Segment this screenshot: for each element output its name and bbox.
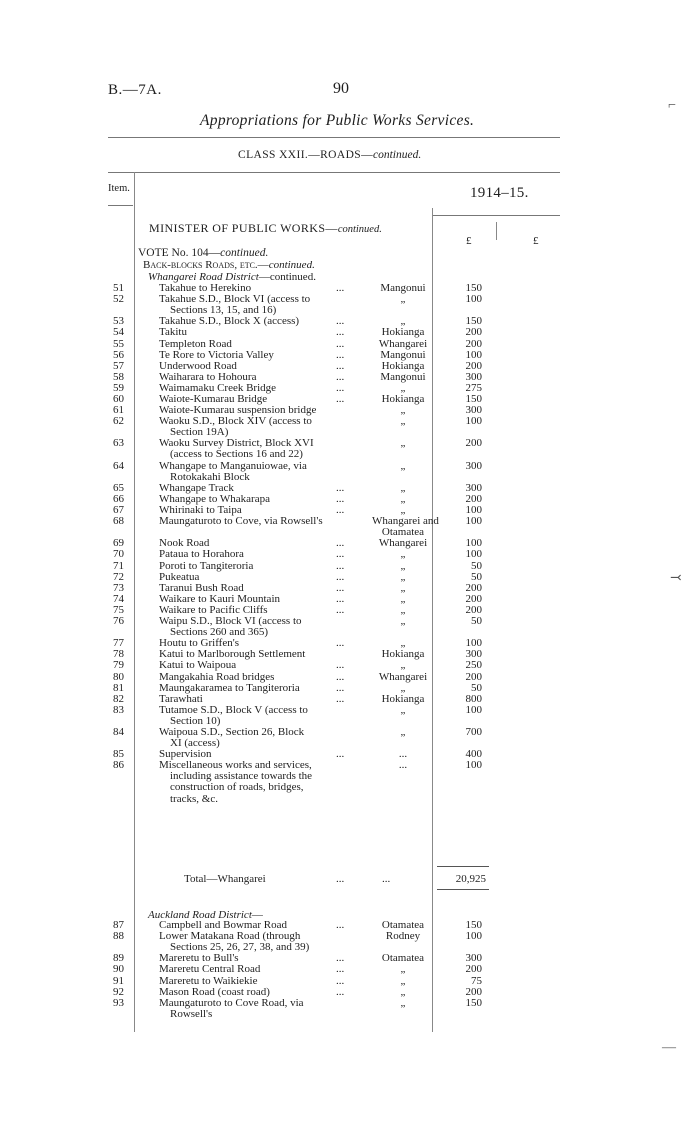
item-description-continued: Sections 13, 15, and 16) [170,304,277,317]
item-number: 61 [113,404,124,417]
item-description: Waipu S.D., Block VI (access to [159,615,302,627]
item-amount: 250 [465,659,482,672]
item-district: „ [400,996,406,1009]
item-description-continued: including assistance towards the [170,770,313,783]
item-number: 59 [113,381,124,394]
item-amount: 75 [471,974,482,987]
item-leader-dots: ... [336,692,345,705]
item-leader-dots: ... [336,359,345,372]
item-amount: 100 [465,415,482,428]
district-heading-whangarei-name: Whangarei Road District [148,271,259,283]
item-district: „ [400,415,406,428]
item-amount: 200 [465,492,482,505]
backblocks-heading-continued: continued. [268,259,315,271]
item-leader-dots: ... [336,670,345,683]
margin-mark-bottom: — [662,1040,676,1055]
item-number: 93 [113,996,124,1009]
item-description-continued: Section 10) [170,714,221,727]
district-heading-auckland-name: Auckland Road District [148,909,252,921]
item-district: „ [400,963,406,976]
item-number: 64 [113,459,124,472]
item-leader-dots: ... [336,592,345,605]
backblocks-heading-main: Back-blocks Roads, etc.— [143,259,269,271]
item-number: 92 [113,985,124,998]
item-amount: 200 [465,581,482,594]
amount-divider-line [496,222,497,240]
total-dots-1: ... [336,873,345,885]
item-district: „ [400,615,406,627]
item-description: Waipoua S.D., Section 26, Block [159,726,305,738]
item-leader-dots: ... [336,748,345,761]
total-rule [437,866,489,867]
item-amount: 150 [465,393,482,405]
item-description: Nook Road [159,537,210,550]
item-amount: 100 [465,703,482,716]
item-description-continued: Rowsell's [170,1007,213,1020]
item-number: 66 [113,492,124,505]
ministry-heading [149,221,382,236]
pound-sign-1: £ [466,235,472,247]
item-amount: 50 [471,615,482,627]
item-amount: 100 [465,515,482,528]
item-number: 78 [113,648,124,661]
item-number: 65 [113,481,124,494]
item-number: 62 [113,415,124,428]
item-description: Mason Road (coast road) [159,985,270,998]
item-district: Otamatea [381,919,425,931]
item-description: Lower Matakana Road (through [159,930,301,943]
item-amount: 100 [465,293,482,306]
item-number: 67 [113,504,124,516]
item-amount: 100 [465,504,482,516]
total-label: Total—Whangarei [184,873,266,885]
item-leader-dots: ... [336,985,345,998]
header-rule [108,137,560,138]
vote-heading [138,247,268,259]
item-description: Waoku S.D., Block XIV (access to [159,415,312,428]
item-amount: 150 [465,282,482,294]
item-number: 70 [113,548,124,561]
item-leader-dots: ... [336,393,345,405]
item-description: Houtu to Griffen's [159,637,239,650]
item-description-continued: (access to Sections 16 and 22) [170,448,303,461]
item-district: ... [398,748,408,761]
item-description: Waikare to Pacific Cliffs [159,603,268,616]
item-district-continued: Otamatea [381,526,425,539]
item-district: „ [400,404,406,417]
item-description-continued: Sections 260 and 365) [170,626,269,639]
item-leader-dots: ... [336,381,345,394]
margin-mark-top: ⌐ [668,98,676,113]
item-amount: 200 [465,337,482,350]
item-number: 56 [113,348,124,361]
item-amount: 100 [465,637,482,650]
item-district: „ [400,603,406,616]
item-description: Whirinaki to Taipa [159,504,242,516]
item-number: 91 [113,974,124,987]
item-number: 86 [113,759,124,772]
item-amount: 300 [465,648,482,661]
item-number: 90 [113,963,124,976]
item-district: „ [400,581,406,594]
item-amount: 100 [465,759,482,772]
item-number: 52 [113,293,124,306]
item-description: Waiote-Kumarau Bridge [159,393,268,405]
item-number: 80 [113,670,124,683]
item-description: Waiote-Kumarau suspension bridge [159,404,317,417]
item-amount: 200 [465,592,482,605]
item-header-rule [108,205,133,206]
vote-heading-continued: continued. [220,247,269,259]
item-number: 76 [113,615,124,627]
item-amount: 100 [465,537,482,550]
item-district: „ [400,637,406,650]
item-district: Hokianga [381,648,425,661]
item-leader-dots: ... [336,659,345,672]
item-amount: 300 [465,370,482,383]
item-district: Mangonui [380,370,426,383]
item-number: 53 [113,315,124,328]
item-description: Katui to Marlborough Settlement [159,648,306,661]
district-heading-auckland-dash: — [251,909,263,921]
item-description: Takahue to Herekino [159,282,252,294]
item-amount: 200 [465,326,482,339]
item-description: Poroti to Tangiteroria [159,559,254,572]
item-description: Tarawhati [159,692,203,705]
item-amount: 150 [465,315,482,328]
item-district: Hokianga [381,393,425,405]
item-leader-dots: ... [336,559,345,572]
item-amount: 300 [465,952,482,965]
margin-mark-middle: ⤙ [670,571,682,586]
item-leader-dots: ... [336,370,345,383]
item-amount: 200 [465,670,482,683]
page-number: 90 [333,80,349,97]
item-leader-dots: ... [336,581,345,594]
item-district: Otamatea [381,952,425,965]
item-leader-dots: ... [336,326,345,339]
item-district: Mangonui [380,348,426,361]
item-description: Mareretu to Waikiekie [159,974,258,987]
item-leader-dots: ... [336,492,345,505]
item-district: Hokianga [381,692,425,705]
item-number: 83 [113,703,124,716]
item-leader-dots: ... [336,548,345,561]
item-description-continued: XI (access) [170,737,220,750]
item-description: Mangakahia Road bridges [159,670,275,683]
item-number: 75 [113,603,124,616]
item-description: Waoku Survey District, Block XVI [159,437,314,450]
total-dots-2: ... [382,873,391,885]
item-amount: 200 [465,437,482,450]
item-leader-dots: ... [336,481,345,494]
item-number: 73 [113,581,124,594]
item-district: „ [400,459,406,472]
item-number: 89 [113,952,124,965]
item-district: „ [400,559,406,572]
item-description: Waiharara to Hohoura [159,370,257,383]
item-district: „ [400,592,406,605]
item-amount: 150 [465,919,482,931]
item-district: „ [400,481,406,494]
item-number: 55 [113,337,124,350]
item-description: Campbell and Bowmar Road [159,919,288,931]
item-description: Taranui Bush Road [159,581,244,594]
item-district: Whangarei [378,337,428,350]
item-district: „ [400,703,406,716]
item-number: 81 [113,681,124,694]
item-district: „ [400,681,406,694]
item-description: Miscellaneous works and services, [159,759,312,772]
item-district: „ [400,315,406,328]
item-description: Takahue S.D., Block VI (access to [159,293,311,306]
item-amount: 200 [465,963,482,976]
item-amount: 200 [465,985,482,998]
item-number: 51 [113,282,124,294]
item-column-header: Item. [108,183,130,194]
page-title: Appropriations for Public Works Services. [200,112,475,129]
item-description: Pataua to Horahora [159,548,244,561]
backblocks-heading [143,259,315,271]
district-heading-whangarei-continued: —continued. [258,271,316,283]
item-number: 88 [113,930,124,943]
item-description-continued: Sections 25, 26, 27, 38, and 39) [170,941,310,954]
item-description: Katui to Waipoua [159,659,237,672]
item-amount: 50 [471,681,482,694]
item-number: 71 [113,559,124,572]
item-leader-dots: ... [336,348,345,361]
item-description: Pukeatua [159,570,200,583]
item-description: Takitu [159,326,187,339]
table-top-rule [108,172,560,173]
document-code: B.—7A. [108,82,162,98]
item-description: Underwood Road [159,359,237,372]
item-leader-dots: ... [336,603,345,616]
item-description-continued: tracks, &c. [170,792,218,805]
item-district: Mangonui [380,282,426,294]
class-title [238,149,421,161]
item-number: 85 [113,748,124,761]
item-number: 84 [113,726,124,738]
item-amount: 100 [465,548,482,561]
item-leader-dots: ... [336,974,345,987]
item-district: Hokianga [381,326,425,339]
item-district: „ [400,293,406,306]
item-district: Whangarei [378,537,428,550]
item-amount: 100 [465,930,482,943]
item-description: Mareretu Central Road [159,963,261,976]
item-leader-dots: ... [336,952,345,965]
ministry-heading-continued: continued. [337,224,382,235]
item-district: Rodney [385,930,421,943]
item-district: „ [400,985,406,998]
item-description: Whangape Track [159,481,234,494]
item-description-continued: Section 19A) [170,426,229,439]
item-number: 58 [113,370,124,383]
item-district: ... [398,759,408,772]
year-column-header: 1914–15. [470,185,529,201]
item-amount: 800 [465,692,482,705]
item-amount: 400 [465,748,482,761]
item-district: „ [400,437,406,450]
item-description: Supervision [159,748,212,761]
item-number: 69 [113,537,124,550]
item-number: 60 [113,393,124,405]
item-district: Whangarei [378,670,428,683]
item-number: 82 [113,692,124,705]
item-number: 54 [113,326,124,339]
item-description: Waimamaku Creek Bridge [159,381,277,394]
item-district: Hokianga [381,359,425,372]
item-district: „ [400,492,406,505]
item-district: „ [400,381,406,394]
total-amount: 20,925 [455,873,486,885]
item-number: 68 [113,515,124,528]
item-number: 57 [113,359,124,372]
class-title-continued: continued. [373,149,422,161]
item-leader-dots: ... [336,963,345,976]
total-rule-bottom [437,889,489,890]
item-amount: 300 [465,459,482,472]
pound-sign-2: £ [533,235,539,247]
item-amount: 700 [465,726,482,738]
item-leader-dots: ... [336,637,345,650]
item-leader-dots: ... [336,919,345,931]
item-district: „ [400,504,406,516]
item-description: Takahue S.D., Block X (access) [159,315,300,328]
item-description: Waikare to Kauri Mountain [159,592,280,605]
item-description: Maungaturoto to Cove, via Rowsell's [159,515,323,528]
item-amount: 50 [471,570,482,583]
item-leader-dots: ... [336,537,345,550]
item-leader-dots: ... [336,282,345,294]
item-column-line [134,172,135,1032]
item-amount: 200 [465,603,482,616]
item-description-continued: construction of roads, bridges, [170,781,304,794]
item-leader-dots: ... [336,337,345,350]
item-description-continued: Rotokakahi Block [170,470,250,483]
class-title-main: CLASS XXII.—ROADS— [238,149,373,161]
item-description: Whangape to Whakarapa [159,492,270,505]
item-district: „ [400,570,406,583]
item-amount: 50 [471,559,482,572]
vote-heading-main: VOTE No. 104— [138,247,221,259]
item-number: 87 [113,919,124,931]
item-leader-dots: ... [336,570,345,583]
item-description: Templeton Road [159,337,232,350]
item-amount: 100 [465,348,482,361]
item-amount: 300 [465,481,482,494]
item-number: 63 [113,437,124,450]
item-leader-dots: ... [336,504,345,516]
item-number: 72 [113,570,124,583]
item-district: Whangarei and [372,515,439,528]
item-description: Tutamoe S.D., Block V (access to [159,703,308,716]
item-leader-dots: ... [336,681,345,694]
item-leader-dots: ... [336,315,345,328]
item-district: „ [400,974,406,987]
item-amount: 300 [465,404,482,417]
item-amount: 275 [465,381,482,394]
item-district: „ [400,726,406,738]
item-number: 79 [113,659,124,672]
item-amount: 200 [465,359,482,372]
ministry-heading-main: MINISTER OF PUBLIC WORKS— [149,221,338,235]
item-district: „ [400,548,406,561]
item-description: Whangape to Manganuiowae, via [159,459,307,472]
year-header-rule [432,215,560,216]
item-description: Te Rore to Victoria Valley [159,348,274,361]
item-district: „ [400,659,406,672]
item-description: Maungaturoto to Cove Road, via [159,996,304,1009]
item-amount: 150 [465,996,482,1009]
item-number: 74 [113,592,124,605]
item-description: Mareretu to Bull's [159,952,239,965]
item-description: Maungakaramea to Tangiteroria [159,681,300,694]
item-number: 77 [113,637,124,650]
